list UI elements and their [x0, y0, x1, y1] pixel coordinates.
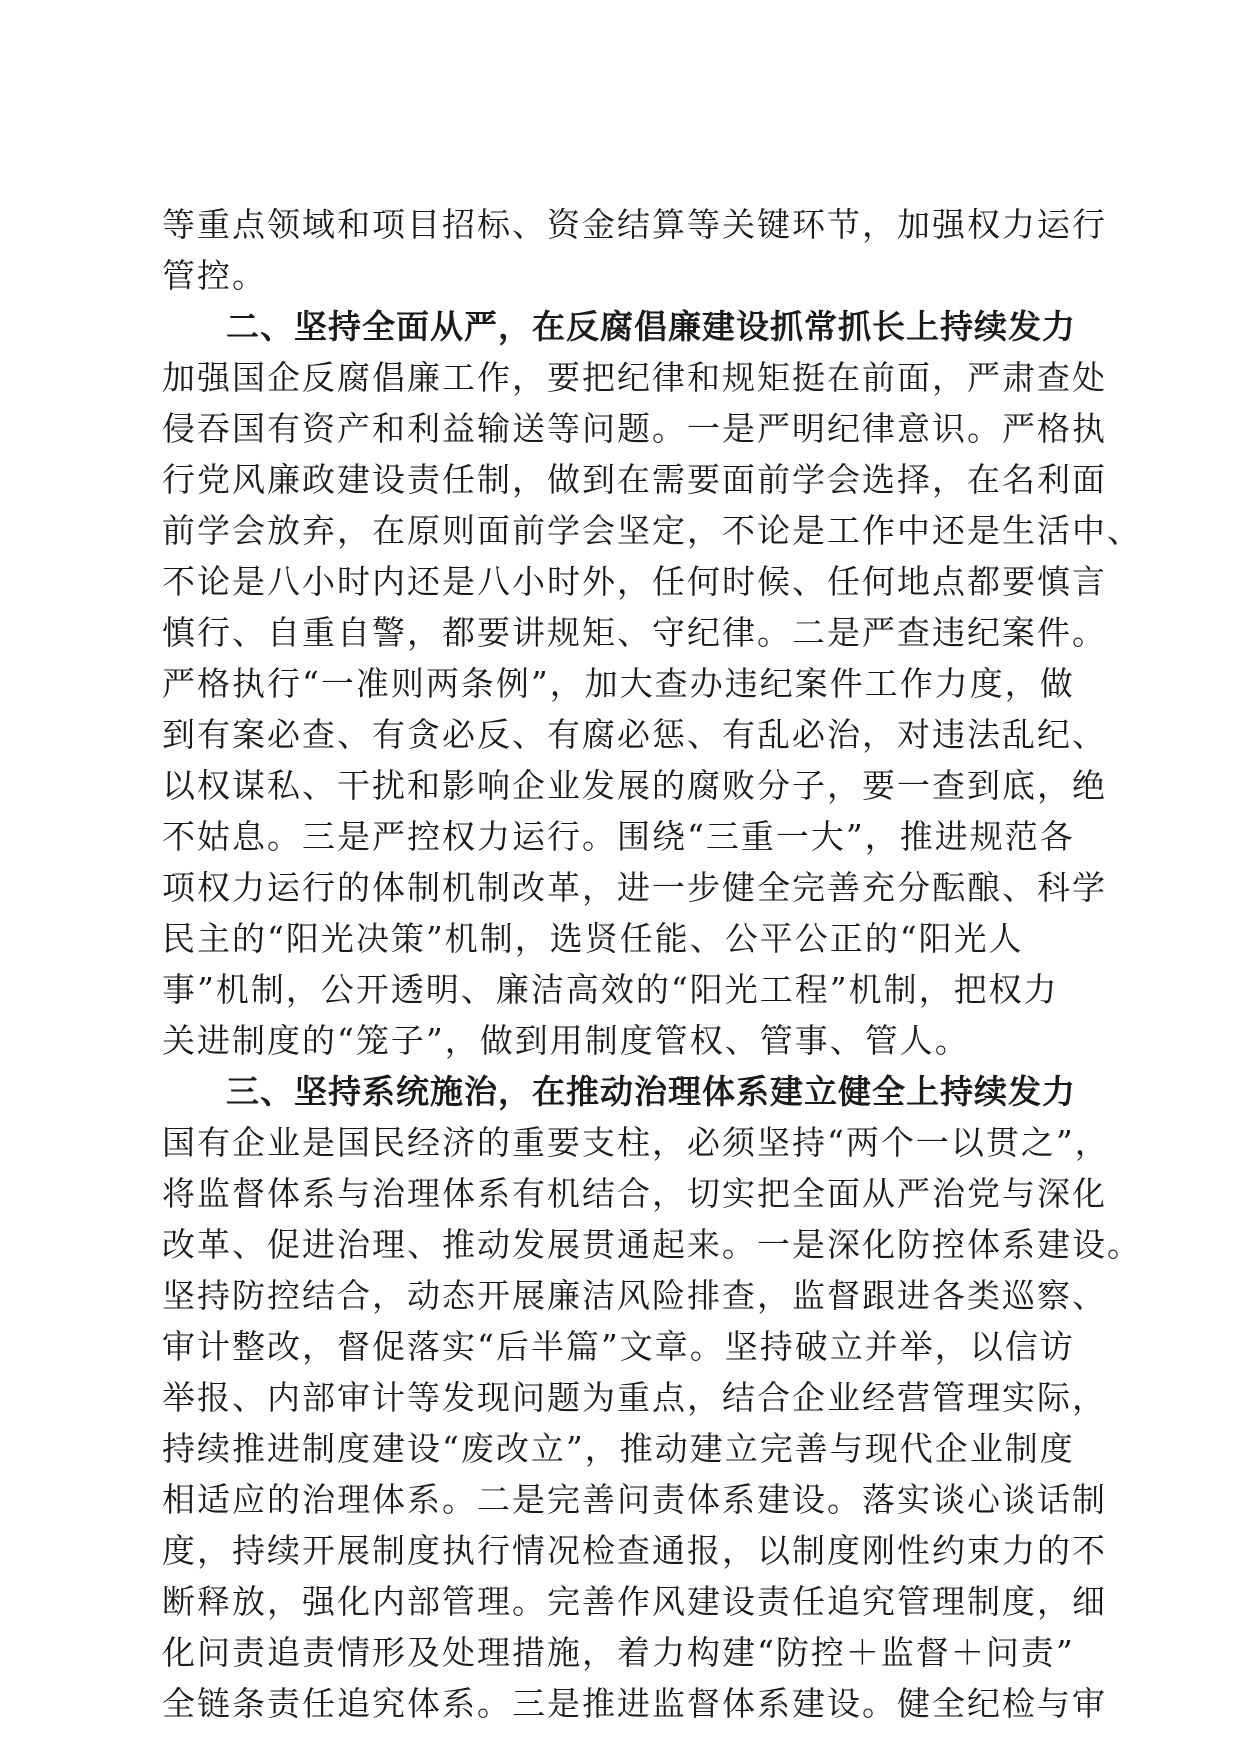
text-line: 改革、促进治理、推动发展贯通起来。一是深化防控体系建设。	[162, 1225, 1142, 1264]
text-line: 以权谋私、干扰和影响企业发展的腐败分子，要一查到底，绝	[162, 766, 1107, 805]
text-line: 化问责追责情形及处理措施，着力构建“防控＋监督＋问责”	[162, 1633, 1075, 1672]
text-line: 不姑息。三是严控权力运行。围绕“三重一大”，推进规范各	[162, 817, 1075, 856]
text-line: 相适应的治理体系。二是完善问责体系建设。落实谈心谈话制	[162, 1480, 1107, 1519]
text-line: 侵吞国有资产和利益输送等问题。一是严明纪律意识。严格执	[162, 409, 1107, 448]
text-line: 行党风廉政建设责任制，做到在需要面前学会选择，在名利面	[162, 460, 1107, 499]
text-line: 慎行、自重自警，都要讲规矩、守纪律。二是严查违纪案件。	[162, 613, 1107, 652]
text-line: 项权力运行的体制机制改革，进一步健全完善充分酝酿、科学	[162, 868, 1107, 907]
text-line: 事”机制，公开透明、廉洁高效的“阳光工程”机制，把权力	[162, 970, 1059, 1009]
text-line: 国有企业是国民经济的重要支柱，必须坚持“两个一以贯之”，	[162, 1123, 1110, 1162]
text-line: 不论是八小时内还是八小时外，任何时候、任何地点都要慎言	[162, 562, 1107, 601]
text-line: 等重点领域和项目招标、资金结算等关键环节，加强权力运行	[162, 205, 1107, 244]
text-line: 坚持防控结合，动态开展廉洁风险排查，监督跟进各类巡察、	[162, 1276, 1107, 1315]
text-line: 断释放，强化内部管理。完善作风建设责任追究管理制度，细	[162, 1582, 1107, 1621]
section-heading-3: 三、坚持系统施治，在推动治理体系建立健全上持续发力	[226, 1072, 1076, 1111]
text-line: 到有案必查、有贪必反、有腐必惩、有乱必治，对违法乱纪、	[162, 715, 1107, 754]
text-line: 严格执行“一准则两条例”，加大查办违纪案件工作力度，做	[162, 664, 1075, 703]
text-line: 民主的“阳光决策”机制，选贤任能、公平公正的“阳光人	[162, 919, 1024, 958]
text-line: 加强国企反腐倡廉工作，要把纪律和规矩挺在前面，严肃查处	[162, 358, 1107, 397]
text-line: 持续推进制度建设“废改立”，推动建立完善与现代企业制度	[162, 1429, 1075, 1468]
text-line: 度，持续开展制度执行情况检查通报，以制度刚性约束力的不	[162, 1531, 1107, 1570]
text-line: 关进制度的“笼子”，做到用制度管权、管事、管人。	[162, 1021, 970, 1060]
text-line: 举报、内部审计等发现问题为重点，结合企业经营管理实际，	[162, 1378, 1107, 1417]
section-heading-2: 二、坚持全面从严，在反腐倡廉建设抓常抓长上持续发力	[226, 307, 1076, 346]
text-line: 将监督体系与治理体系有机结合，切实把全面从严治党与深化	[162, 1174, 1107, 1213]
text-line: 全链条责任追究体系。三是推进监督体系建设。健全纪检与审	[162, 1684, 1107, 1723]
text-line: 管控。	[162, 256, 267, 295]
text-line: 前学会放弃，在原则面前学会坚定，不论是工作中还是生活中、	[162, 511, 1142, 550]
text-line: 审计整改，督促落实“后半篇”文章。坚持破立并举，以信访	[162, 1327, 1075, 1366]
